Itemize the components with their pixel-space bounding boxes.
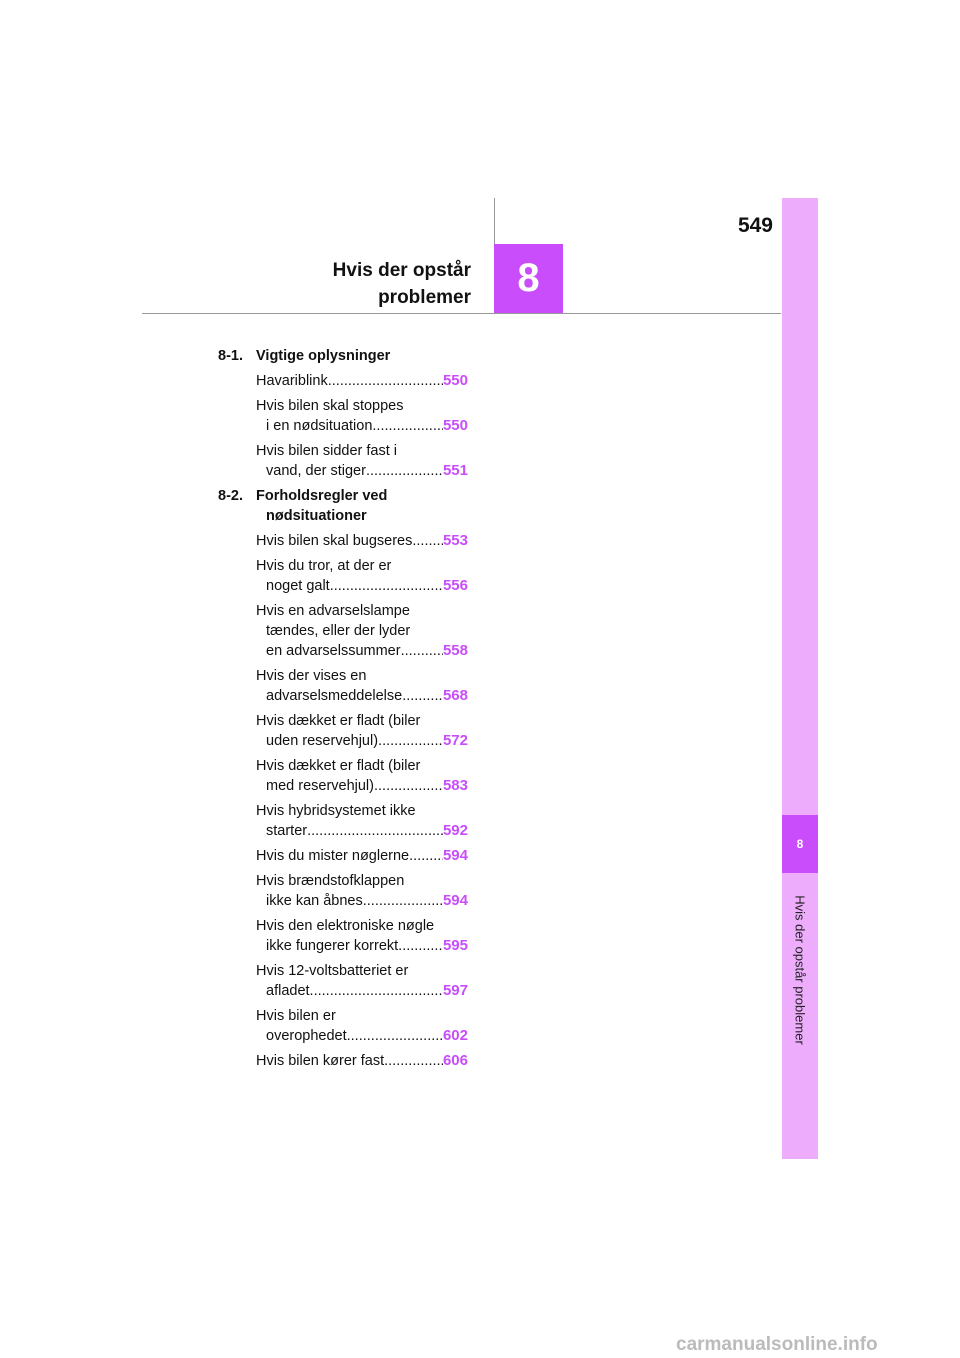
toc-entry[interactable]: [256, 441, 468, 481]
section-title: [256, 346, 468, 366]
page-link[interactable]: 558: [442, 642, 468, 659]
chapter-title-line1: Hvis der opstår: [332, 260, 471, 281]
toc-entry-text: Hvis dækket er fladt (biler: [256, 713, 421, 729]
toc-entry-text: Hvis der vises en: [256, 668, 367, 684]
page-link[interactable]: 594: [442, 847, 468, 864]
section-title-line: nødsituationer: [266, 508, 367, 524]
toc-entry-text: vand, der stiger: [266, 463, 366, 479]
toc-entry[interactable]: [256, 1051, 468, 1071]
section-title-line: Forholdsregler ved: [256, 488, 388, 504]
toc-entry-text: uden reservehjul): [266, 733, 379, 749]
side-tab-chapter-number[interactable]: 8: [782, 815, 818, 873]
leader-dots: [310, 981, 443, 1001]
leader-dots: [412, 531, 443, 551]
toc-entry[interactable]: [256, 871, 468, 911]
toc-entry-text: i en nødsituation: [266, 418, 373, 434]
page-link[interactable]: 556: [442, 577, 468, 594]
toc-entry[interactable]: [256, 916, 468, 956]
leader-dots: [401, 641, 443, 661]
header-divider-horizontal: [142, 313, 781, 314]
toc-entry-text: en advarselssummer: [266, 643, 401, 659]
toc-entry-text: ikke kan åbnes: [266, 893, 363, 909]
leader-dots: [384, 1051, 443, 1071]
chapter-number-box: 8: [494, 244, 563, 313]
toc-entry-text: overophedet: [266, 1028, 347, 1044]
leader-dots: [398, 936, 443, 956]
header-divider-vertical: [494, 198, 495, 244]
page-link[interactable]: 572: [442, 732, 468, 749]
toc-entry-text: starter: [266, 823, 308, 839]
toc-entry-text: Hvis hybridsystemet ikke: [256, 803, 416, 819]
section-number: 8-1.: [218, 348, 243, 364]
toc-entry-text: med reservehjul): [266, 778, 374, 794]
toc-entry-text: Hvis brændstofklappen: [256, 873, 405, 889]
leader-dots: [374, 776, 443, 796]
toc-entry[interactable]: [256, 961, 468, 1001]
toc-entry-text: Hvis bilen er: [256, 1008, 336, 1024]
toc-entry[interactable]: [256, 556, 468, 596]
toc-entry[interactable]: [256, 396, 468, 436]
page-link[interactable]: 551: [442, 462, 468, 479]
leader-dots: [307, 821, 443, 841]
leader-dots: [378, 731, 443, 751]
page-link[interactable]: 568: [442, 687, 468, 704]
toc-section-heading: [218, 486, 468, 526]
page-number: 549: [737, 214, 773, 237]
page-link[interactable]: 602: [442, 1027, 468, 1044]
toc-entry[interactable]: [256, 666, 468, 706]
table-of-contents: [218, 346, 468, 1076]
toc-entry-text: Hvis bilen kører fast: [256, 1053, 385, 1069]
toc-entry-text: Hvis en advarselslampe: [256, 603, 410, 619]
toc-entry[interactable]: [256, 846, 468, 866]
page-link[interactable]: 594: [442, 892, 468, 909]
leader-dots: [402, 686, 443, 706]
toc-entry[interactable]: [256, 601, 468, 661]
leader-dots: [330, 576, 443, 596]
leader-dots: [363, 891, 443, 911]
chapter-title: [300, 257, 471, 311]
toc-entry-text: Hvis 12-voltsbatteriet er: [256, 963, 409, 979]
toc-entry-text: Hvis bilen sidder fast i: [256, 443, 398, 459]
toc-entry[interactable]: [256, 1006, 468, 1046]
toc-entry-text: tændes, eller der lyder: [266, 623, 411, 639]
page-link[interactable]: 597: [442, 982, 468, 999]
leader-dots: [366, 461, 443, 481]
section-number: 8-2.: [218, 488, 243, 504]
toc-entry-text: Hvis bilen skal bugseres: [256, 533, 413, 549]
page-link[interactable]: 595: [442, 937, 468, 954]
toc-entry[interactable]: [256, 801, 468, 841]
toc-entry[interactable]: [256, 531, 468, 551]
page-link[interactable]: 606: [442, 1052, 468, 1069]
toc-entry-text: Hvis den elektroniske nøgle: [256, 918, 435, 934]
section-title: [256, 486, 468, 526]
toc-entry-text: noget galt: [266, 578, 330, 594]
page-link[interactable]: 583: [442, 777, 468, 794]
toc-entry-text: Hvis du mister nøglerne: [256, 848, 410, 864]
leader-dots: [347, 1026, 443, 1046]
section-title-line: Vigtige oplysninger: [256, 348, 391, 364]
leader-dots: [409, 846, 443, 866]
side-tab-label: Hvis der opstår problemer: [792, 895, 808, 1045]
toc-entry-text: Havariblink: [256, 373, 328, 389]
toc-entry[interactable]: [256, 711, 468, 751]
toc-entry[interactable]: [256, 756, 468, 796]
page-link[interactable]: 592: [442, 822, 468, 839]
toc-entry-text: Hvis bilen skal stoppes: [256, 398, 404, 414]
leader-dots: [328, 371, 443, 391]
page-link[interactable]: 550: [442, 417, 468, 434]
page-link[interactable]: 553: [442, 532, 468, 549]
toc-entry-text: Hvis dækket er fladt (biler: [256, 758, 421, 774]
watermark: carmanualsonline.info: [676, 1334, 878, 1355]
toc-section-heading: [218, 346, 468, 366]
toc-entry-text: ikke fungerer korrekt: [266, 938, 399, 954]
toc-entry-text: advarselsmeddelelse: [266, 688, 403, 704]
toc-entry-text: afladet: [266, 983, 310, 999]
toc-entry[interactable]: [256, 371, 468, 391]
leader-dots: [372, 416, 443, 436]
page-link[interactable]: 550: [442, 372, 468, 389]
toc-entry-text: Hvis du tror, at der er: [256, 558, 392, 574]
chapter-title-line2: problemer: [378, 287, 471, 308]
